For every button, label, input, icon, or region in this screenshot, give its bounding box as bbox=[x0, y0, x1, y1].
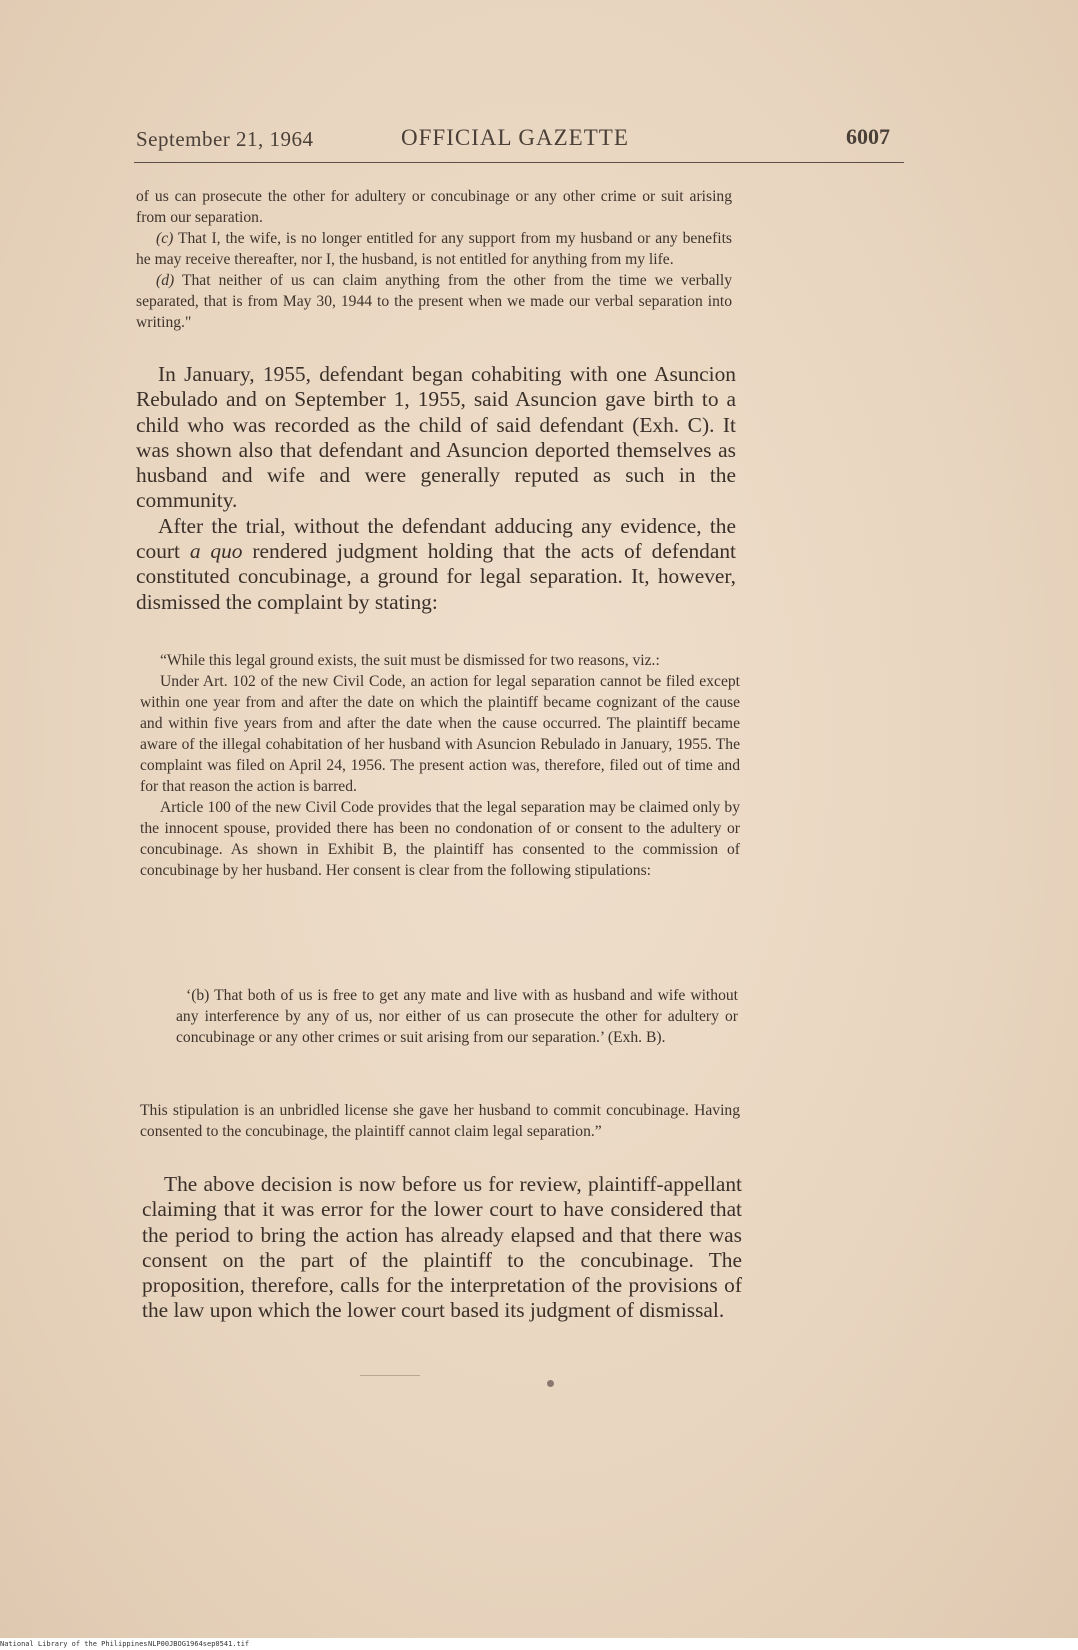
item-label-d: (d) bbox=[156, 272, 175, 289]
footer-source: National Library of the Philippines bbox=[0, 1640, 148, 1648]
quote-decision bbox=[140, 650, 740, 881]
quote-top-p2-text: That I, the wife, is no longer entitled for any support from my husband or any benefits he may receive thereafter, nor I, the husband, is not entitled for anything from my life. bbox=[136, 230, 732, 268]
body-section-1 bbox=[136, 362, 736, 615]
body-paragraph-2-a: After the trial, without the defendant adducing any evidence, the court bbox=[136, 513, 736, 564]
item-label-c: (c) bbox=[156, 230, 174, 247]
page-header bbox=[136, 123, 890, 153]
body-paragraph-3: The above decision is now before us for review, plaintiff-appellant claiming that it was error for the lower court to have considered that the period to bring the action has already elapsed and that there was consent on the part of the plaintiff to the concubinage. The proposition, therefore, calls for the interpretation of the provisions of the law upon which the lower court based its judgment of dismissal. bbox=[142, 1172, 742, 1323]
quote-decision-p1: “While this legal ground exists, the suit must be dismissed for two reasons, viz.: bbox=[160, 652, 660, 669]
body-section-2 bbox=[142, 1172, 742, 1324]
scan-footer bbox=[0, 1638, 1078, 1650]
header-title: OFFICIAL GAZETTE bbox=[401, 125, 629, 150]
faint-mark bbox=[360, 1375, 420, 1376]
quote-top-p3 bbox=[136, 270, 732, 333]
quote-top-p2 bbox=[136, 228, 732, 270]
quote-decision-p3: Article 100 of the new Civil Code provides that the legal separation may be claimed only by the innocent spouse, provided there has been no condonation of or consent to the adultery or concubinage. As shown in Exhibit B, the plaintiff has consented to the commission of concubinage by her husband. Her consent is clear from the following stipulations: bbox=[140, 799, 740, 879]
header-date: September 21, 1964 bbox=[136, 127, 314, 151]
quote-conclusion bbox=[140, 1100, 740, 1142]
footer-file: NLP00JBOG1964sep0541.tif bbox=[148, 1640, 250, 1648]
quote-conclusion-p1: This stipulation is an unbridled license she gave her husband to commit concubinage. Having consented to the concubinage, the plaintiff cannot claim legal separation.” bbox=[140, 1102, 740, 1140]
quote-decision-p2: Under Art. 102 of the new Civil Code, an action for legal separation cannot be filed except within one year from and after the date on which the plaintiff became cognizant of the cause and within five years from and after the date when the cause occurred. The plaintiff became aware of the illegal cohabitation of her husband with Asuncion Rebulado in January, 1955. The complaint was filed on April 24, 1956. The present action was, therefore, filed out of time and for that reason the action is barred. bbox=[140, 673, 740, 795]
quote-top-p3-text: That neither of us can claim anything from the other from the time we verbally separated, that is from May 30, 1944 to the present when we made our verbal separation into writing." bbox=[136, 272, 733, 331]
latin-term: a quo bbox=[189, 539, 243, 564]
ink-dot bbox=[547, 1380, 554, 1387]
quote-stipulation bbox=[176, 985, 738, 1048]
body-paragraph-2 bbox=[136, 514, 736, 615]
body-paragraph-2-b: rendered judgment holding that the acts of defendant constituted concubinage, a ground for legal separation. It, however, dismissed the complaint by stating: bbox=[136, 539, 736, 614]
body-paragraph-1: In January, 1955, defendant began cohabiting with one Asuncion Rebulado and on September 1, 1955, said Asuncion gave birth to a child who was recorded as the child of said defendant (Exh. C). It was shown also that defendant and Asuncion deported themselves as husband and wife and were generally reputed as such in the community. bbox=[136, 362, 736, 513]
quote-stipulation-p1: ‘(b) That both of us is free to get any mate and live with as husband and wife without any interference by any of us, nor either of us can prosecute the other for adultery or concubinage or any other crimes or suit arising from our separation.’ (Exh. B). bbox=[176, 987, 738, 1046]
page-number: 6007 bbox=[846, 124, 890, 149]
quote-top-p1: of us can prosecute the other for adultery or concubinage or any other crime or suit arising from our separation. bbox=[136, 188, 732, 226]
quote-top bbox=[136, 186, 732, 333]
header-rule bbox=[134, 162, 904, 163]
